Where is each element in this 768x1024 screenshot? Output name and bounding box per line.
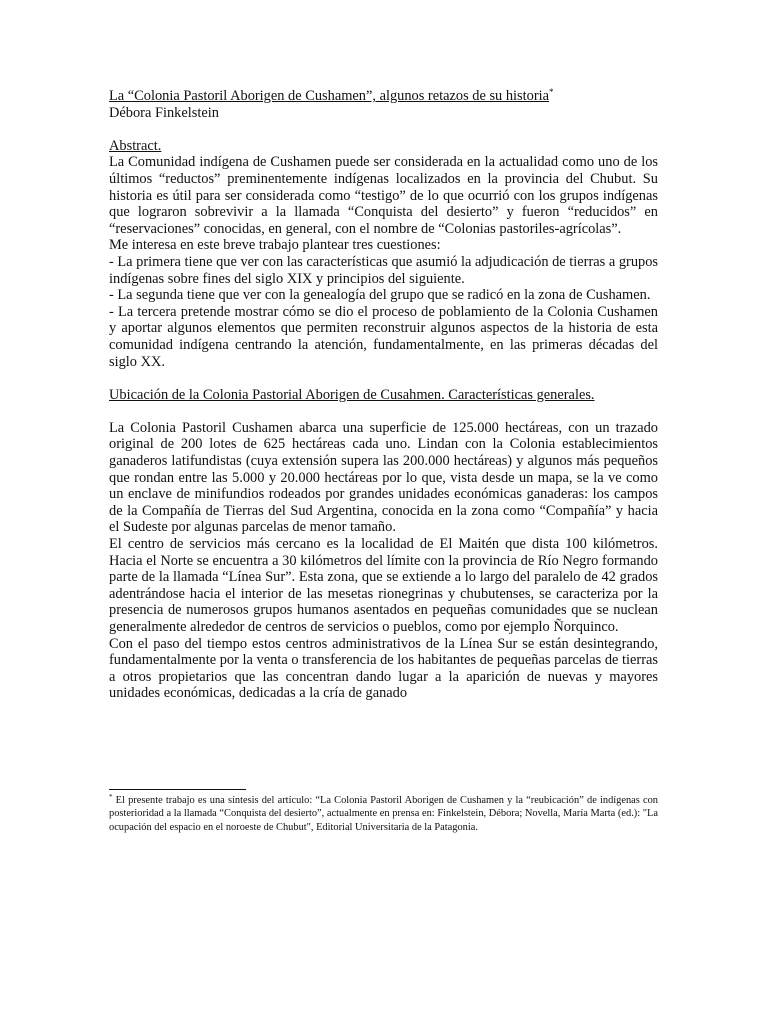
document-title-line: [109, 88, 658, 105]
footnote-separator: [109, 789, 246, 790]
section-heading: Ubicación de la Colonia Pastorial Aborigen de Cusahmen. Características generales.: [109, 386, 595, 403]
footnote-text: El presente trabajo es una síntesis del artículo: “La Colonia Pastoril Aborigen de Cushamen y la “reubicación” de indígenas con posterioridad a la llamada “Conquista del desierto”, actualmente en prensa en: Finkelstein, Débora; Novella, María Marta (ed.): "La ocupación del espacio en el noroeste de Chubut", Editorial Universitaria de la Patagonia.: [109, 795, 658, 833]
abstract-paragraph: - La segunda tiene que ver con la genealogía del grupo que se radicó en la zona de Cushamen.: [109, 287, 651, 304]
document-page: [109, 88, 658, 702]
abstract-paragraph: - La tercera pretende mostrar cómo se dio el proceso de poblamiento de la Colonia Cushamen y aportar algunos elementos que permiten reconstruir algunos aspectos de la historia de esta comunidad indígena centrando la atención, fundamentalmente, en las primeras décadas del siglo XX.: [109, 303, 658, 370]
footnote-marker: *: [109, 793, 113, 801]
abstract-paragraph: Me interesa en este breve trabajo plantear tres cuestiones:: [109, 237, 441, 254]
document-title: La “Colonia Pastoril Aborigen de Cushamen”, algunos retazos de su historia: [109, 88, 550, 104]
document-author: Débora Finkelstein: [109, 104, 219, 121]
section-paragraph: El centro de servicios más cercano es la localidad de El Maitén que dista 100 kilómetros. Hacia el Norte se encuentra a 30 kilómetros del límite con la provincia de Río Negro formando parte de la llamada “Línea Sur”. Esta zona, que se extiende a lo largo del paralelo de 42 grados adentrándose hacia el interior de las mesetas rionegrinas y chubutenses, se caracteriza por la presencia de numerosos grupos humanos asentados en pequeñas comunidades que se nuclean generalmente alrededor de centros de servicios o pueblos, como por ejemplo Ñorquinco.: [109, 536, 658, 635]
abstract-heading: Abstract.: [109, 137, 162, 154]
abstract-paragraph: - La primera tiene que ver con las características que asumió la adjudicación de tierras a grupos indígenas sobre fines del siglo XIX y principios del siguiente.: [109, 253, 659, 287]
section-paragraph: La Colonia Pastoril Cushamen abarca una superficie de 125.000 hectáreas, con un trazado original de 200 lotes de 625 hectáreas cada uno. Lindan con la Colonia establecimientos ganaderos latifundistas (cuya extensión supera las 200.000 hectáreas) y algunos más pequeños que rondan entre las 5.000 y 20.000 hectáreas por lo que, vista desde un mapa, se la ve como un enclave de minifundios rodeados por grandes unidades económicas ganaderas: los campos de la Compañía de Tierras del Sud Argentina, conocida en la zona como “Compañía” y hacia el Sudeste por algunas parcelas de menor tamaño.: [109, 419, 658, 536]
footnote: [109, 794, 658, 834]
section-paragraph: Con el paso del tiempo estos centros administrativos de la Línea Sur se están desintegrando, fundamentalmente por la venta o transferencia de los habitantes de pequeñas parcelas de tierras a otros propietarios que las concentran dando lugar a la aparición de nuevas y mayores unidades económicas, dedicadas a la cría de ganado: [109, 635, 658, 702]
abstract-paragraph: La Comunidad indígena de Cushamen puede ser considerada en la actualidad como uno de los últimos “reductos” preminentemente indígenas localizados en la provincia del Chubut. Su historia es útil para ser considerada como “testigo” de lo que ocurrió con los grupos indígenas que lograron sobrevivir a la llamada “Conquista del desierto” y fueron “reducidos” en “reservaciones” conocidas, en general, con el nombre de “Colonias pastoriles-agrícolas”.: [109, 154, 658, 237]
title-footnote-marker: *: [549, 87, 554, 97]
